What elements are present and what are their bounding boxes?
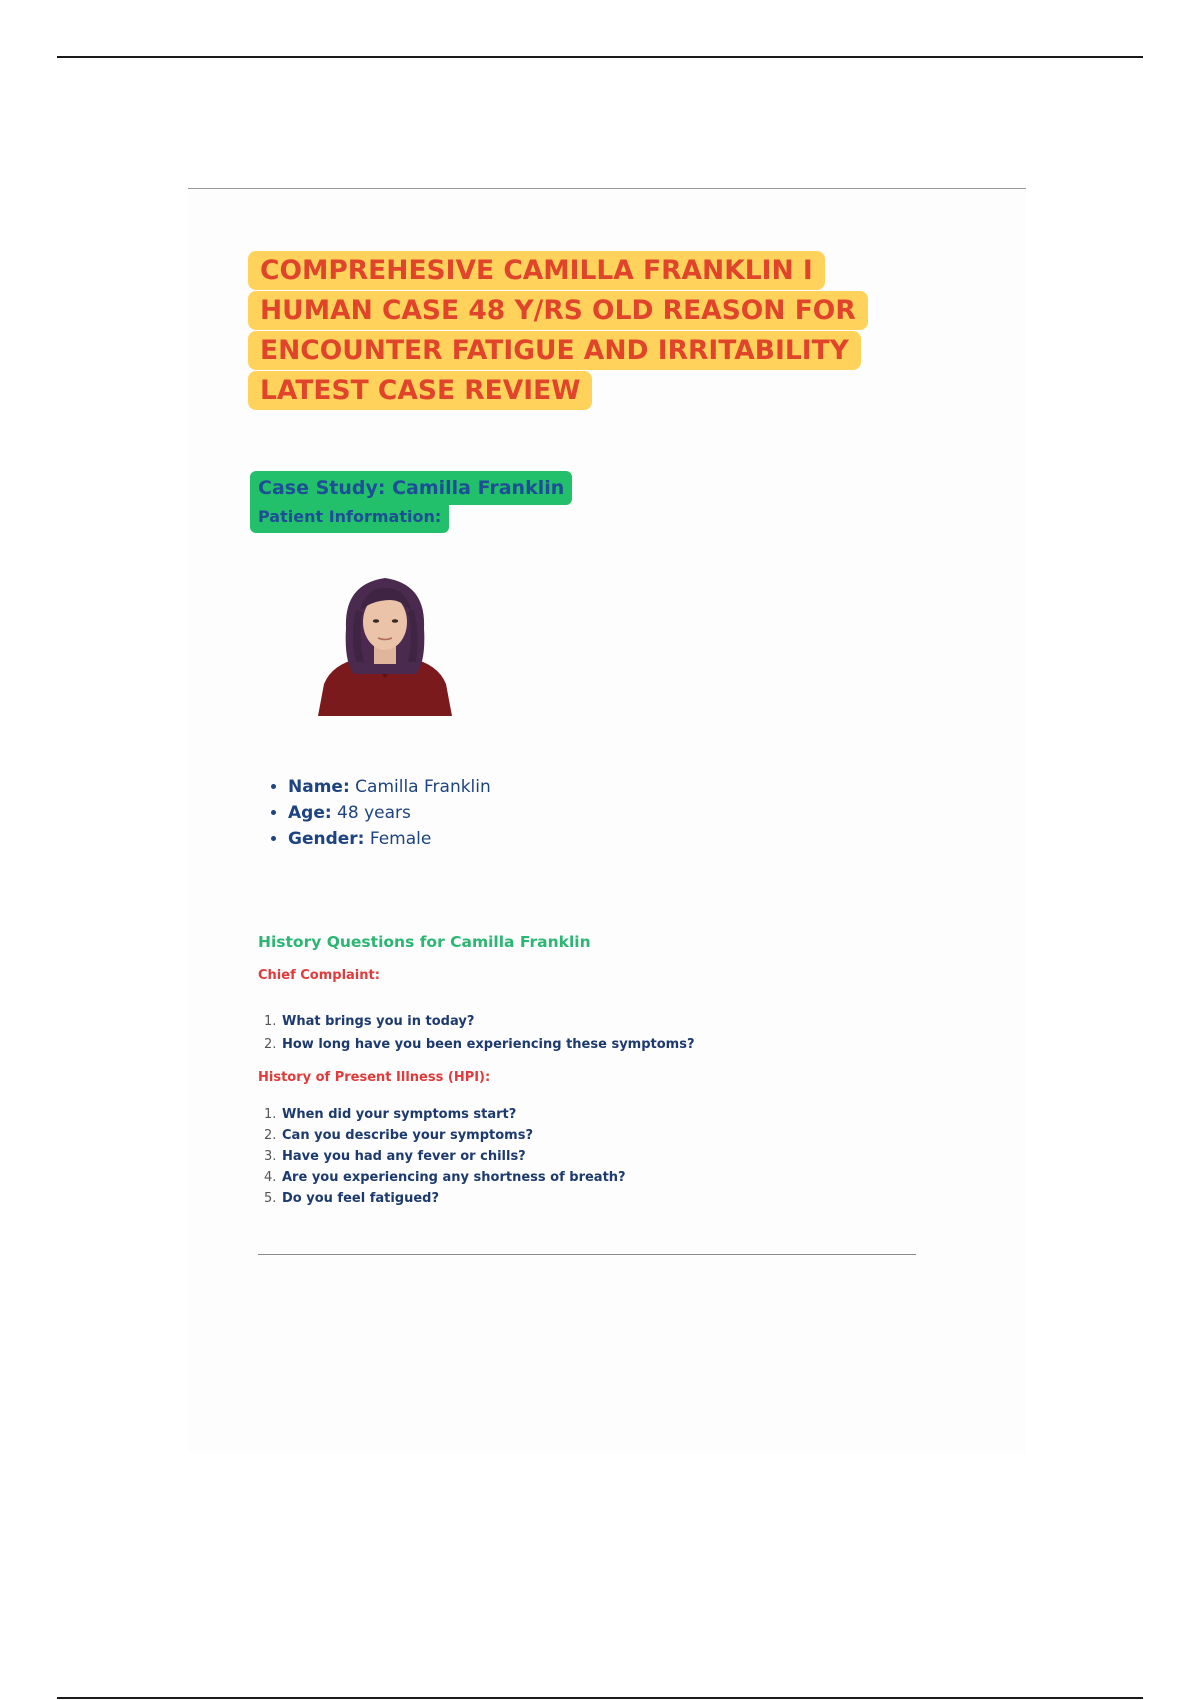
question-item xyxy=(264,1104,626,1125)
question-item xyxy=(264,1125,626,1146)
question-item xyxy=(264,1167,626,1188)
hpi-heading: History of Present Illness (HPI): xyxy=(258,1070,491,1085)
question-text: How long have you been experiencing these symptoms? xyxy=(282,1037,695,1052)
page-bottom-rule xyxy=(57,1697,1143,1699)
case-study-label: Case Study: Camilla Franklin xyxy=(250,471,572,505)
question-number: 2. xyxy=(264,1128,277,1143)
question-number: 2. xyxy=(264,1037,277,1052)
chief-complaint-list xyxy=(264,1010,694,1056)
question-text: Do you feel fatigued? xyxy=(282,1191,440,1206)
age-value: 48 years xyxy=(331,803,411,823)
hpi-list xyxy=(264,1104,626,1209)
question-item xyxy=(264,1010,694,1033)
case-study-header xyxy=(250,471,572,533)
patient-avatar-icon xyxy=(310,566,460,716)
document-title-text: COMPREHESIVE CAMILLA FRANKLIN I HUMAN CASE 48 Y/RS OLD REASON FOR ENCOUNTER FATIGUE AND IRRITABILITY LATEST CASE REVIEW xyxy=(248,251,868,410)
question-number: 3. xyxy=(264,1149,277,1164)
name-value: Camilla Franklin xyxy=(349,777,491,797)
question-item xyxy=(264,1146,626,1167)
gender-label: Gender: xyxy=(288,829,365,849)
question-number: 4. xyxy=(264,1170,277,1185)
image-top-rule xyxy=(188,188,1026,189)
question-item xyxy=(264,1188,626,1209)
question-text: When did your symptoms start? xyxy=(282,1107,517,1122)
gender-value: Female xyxy=(364,829,432,849)
document-image xyxy=(188,188,1026,1453)
question-text: What brings you in today? xyxy=(282,1014,475,1029)
question-text: Have you had any fever or chills? xyxy=(282,1149,526,1164)
age-label: Age: xyxy=(288,803,332,823)
question-item xyxy=(264,1033,694,1056)
chief-complaint-heading: Chief Complaint: xyxy=(258,968,380,983)
name-label: Name: xyxy=(288,777,350,797)
patient-name-item xyxy=(288,774,491,800)
question-text: Can you describe your symptoms? xyxy=(282,1128,533,1143)
document-title xyxy=(248,251,928,411)
patient-gender-item xyxy=(288,826,491,852)
history-questions-title: History Questions for Camilla Franklin xyxy=(258,933,591,951)
patient-age-item xyxy=(288,800,491,826)
question-text: Are you experiencing any shortness of breath? xyxy=(282,1170,626,1185)
page-top-rule xyxy=(57,56,1143,58)
question-number: 1. xyxy=(264,1014,277,1029)
patient-info-list xyxy=(268,774,491,852)
question-number: 1. xyxy=(264,1107,277,1122)
image-bottom-rule xyxy=(258,1254,916,1255)
patient-info-label: Patient Information: xyxy=(250,505,449,533)
question-number: 5. xyxy=(264,1191,277,1206)
